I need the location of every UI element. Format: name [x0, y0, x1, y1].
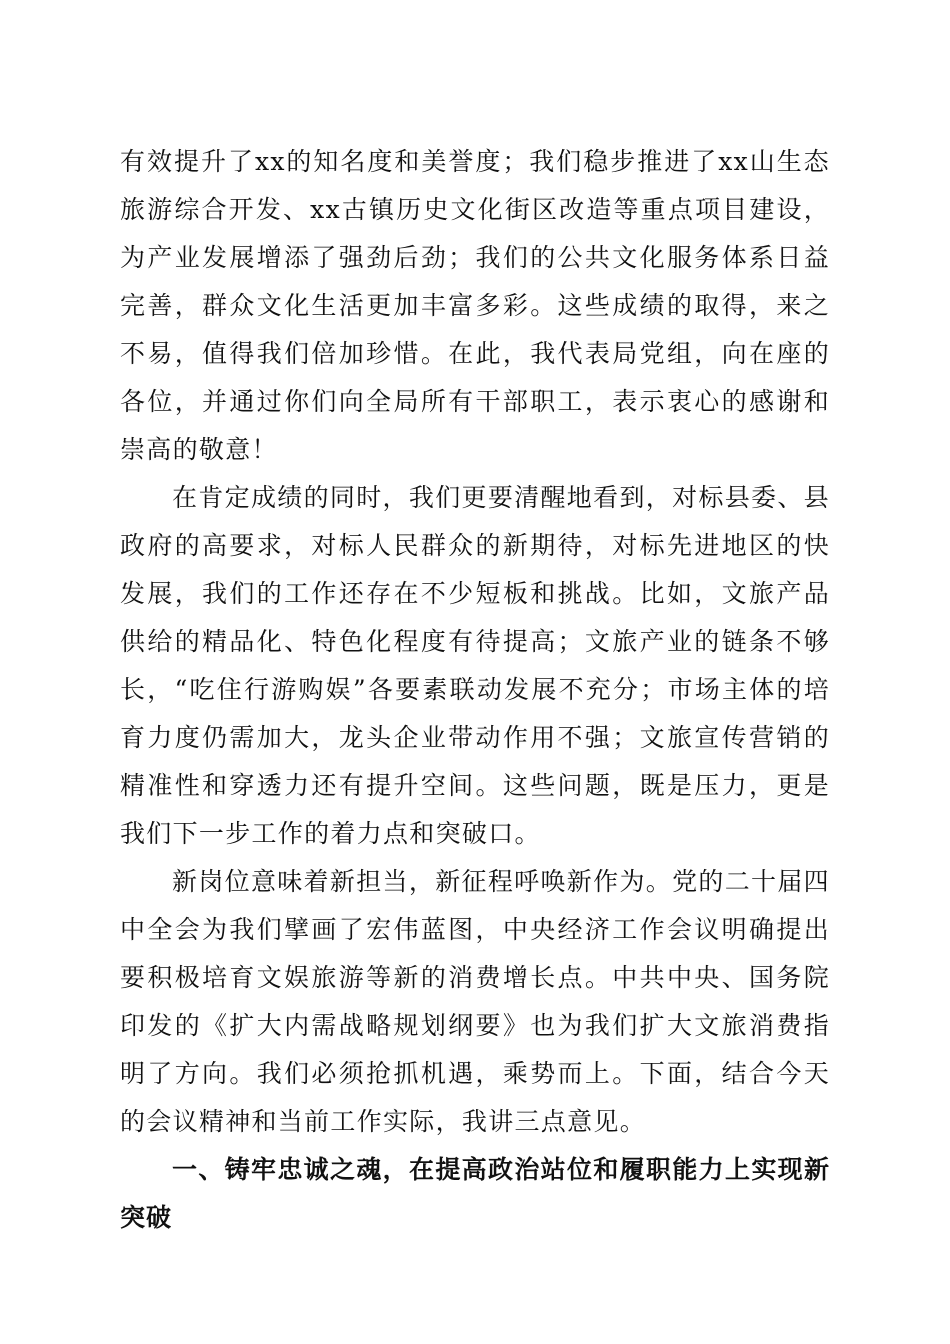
- paragraph-continued: 有效提升了xx的知名度和美誉度；我们稳步推进了xx山生态旅游综合开发、xx古镇历史文化街区改造等重点项目建设，为产业发展增添了强劲后劲；我们的公共文化服务体系日益完善，群众文化生活更加丰富多彩。这些成绩的取得，来之不易，值得我们倍加珍惜。在此，我代表局党组，向在座的各位，并通过你们向全局所有干部职工，表示衷心的感谢和崇高的敬意！: [120, 147, 830, 464]
- paragraph-new-mission: 新岗位意味着新担当，新征程呼唤新作为。党的二十届四中全会为我们擘画了宏伟蓝图，中央经济工作会议明确提出要积极培育文娱旅游等新的消费增长点。中共中央、国务院印发的《扩大内需战略规划纲要》也为我们扩大文旅消费指明了方向。我们必须抢抓机遇，乘势而上。下面，结合今天的会议精神和当前工作实际，我讲三点意见。: [120, 867, 830, 1136]
- section-heading: 一、铸牢忠诚之魂，在提高政治站位和履职能力上实现新突破: [120, 1155, 830, 1232]
- paragraph-shortcomings: 在肯定成绩的同时，我们更要清醒地看到，对标县委、县政府的高要求，对标人民群众的新期待，对标先进地区的快发展，我们的工作还存在不少短板和挑战。比如，文旅产品供给的精品化、特色化程度有待提高；文旅产业的链条不够长，“吃住行游购娱”各要素联动发展不充分；市场主体的培育力度仍需加大，龙头企业带动作用不强；文旅宣传营销的精准性和穿透力还有提升空间。这些问题，既是压力，更是我们下一步工作的着力点和突破口。: [120, 483, 830, 848]
- document-body: [120, 138, 830, 1242]
